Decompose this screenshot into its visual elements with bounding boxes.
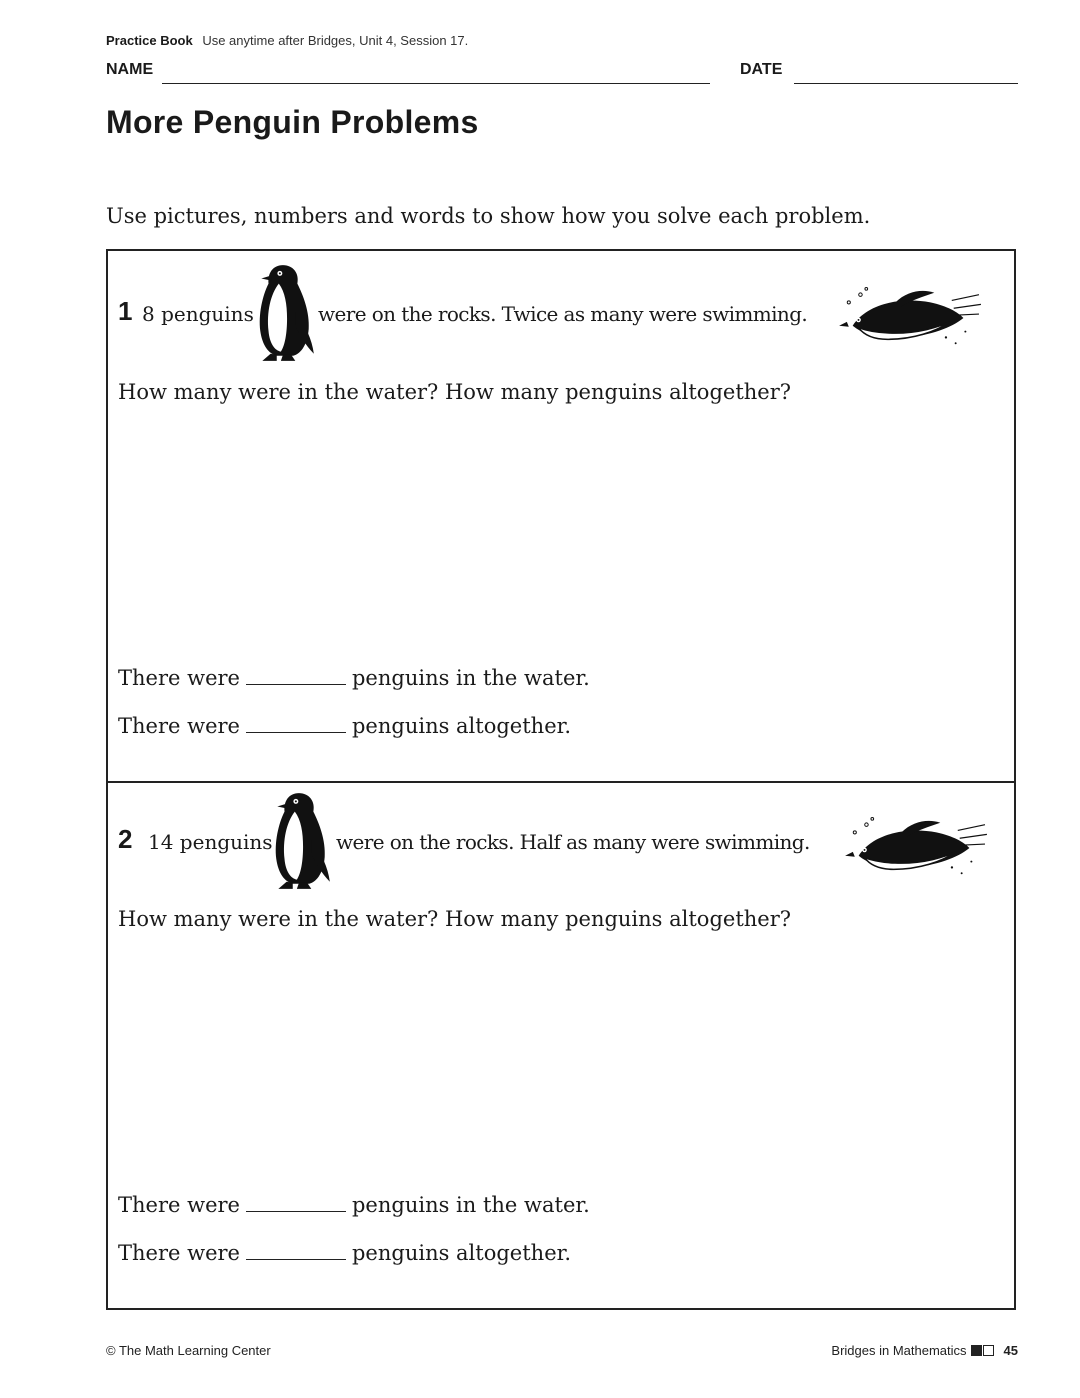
practice-book-label: Practice Book (106, 33, 193, 48)
standing-penguin-icon (270, 789, 332, 892)
swimming-penguin-icon (836, 283, 984, 351)
water-answer-blank[interactable] (246, 666, 346, 685)
standing-penguin-icon (254, 261, 316, 364)
problem-question: How many were in the water? How many penguins altogether? (118, 907, 792, 931)
name-field[interactable] (162, 83, 710, 84)
total-answer-blank[interactable] (246, 714, 346, 733)
copyright: © The Math Learning Center (106, 1343, 271, 1358)
answer-total (118, 1241, 571, 1265)
answer-total-suffix: penguins altogether. (351, 714, 572, 738)
answer-water-prefix: There were (118, 1193, 240, 1217)
problem-number: 2 (118, 824, 133, 854)
problem-1 (106, 249, 1016, 783)
problem-2 (106, 779, 1016, 1310)
penguin-count: 14 penguins (148, 830, 273, 854)
empty-square-icon (983, 1345, 994, 1356)
answer-water (118, 1193, 590, 1217)
series-name: Bridges in Mathematics (831, 1343, 967, 1358)
answer-total (118, 714, 571, 738)
answer-total-prefix: There were (118, 714, 240, 738)
problem-statement: were on the rocks. Twice as many were swimming. (318, 302, 808, 326)
total-answer-blank[interactable] (246, 1241, 346, 1260)
answer-water (118, 666, 590, 690)
usage-note: Use anytime after Bridges, Unit 4, Session 17. (202, 33, 469, 48)
footer-series (831, 1343, 1018, 1358)
problem-number: 1 (118, 296, 133, 326)
filled-square-icon (971, 1345, 982, 1356)
swimming-penguin-icon (842, 813, 990, 881)
instructions: Use pictures, numbers and words to show how you solve each problem. (106, 204, 871, 228)
page-title: More Penguin Problems (106, 104, 479, 140)
penguin-count: 8 penguins (142, 302, 254, 326)
date-label: DATE (740, 61, 783, 78)
answer-total-suffix: penguins altogether. (351, 1241, 572, 1265)
page-number: 45 (1003, 1343, 1018, 1358)
answer-water-suffix: penguins in the water. (351, 666, 590, 690)
answer-water-suffix: penguins in the water. (351, 1193, 590, 1217)
name-label: NAME (106, 61, 154, 78)
problem-question: How many were in the water? How many penguins altogether? (118, 380, 792, 404)
date-field[interactable] (794, 83, 1018, 84)
answer-water-prefix: There were (118, 666, 240, 690)
name-date-row (106, 61, 1018, 85)
problem-statement: were on the rocks. Half as many were swimming. (336, 830, 810, 854)
water-answer-blank[interactable] (246, 1193, 346, 1212)
practice-book-header (106, 33, 468, 48)
answer-total-prefix: There were (118, 1241, 240, 1265)
